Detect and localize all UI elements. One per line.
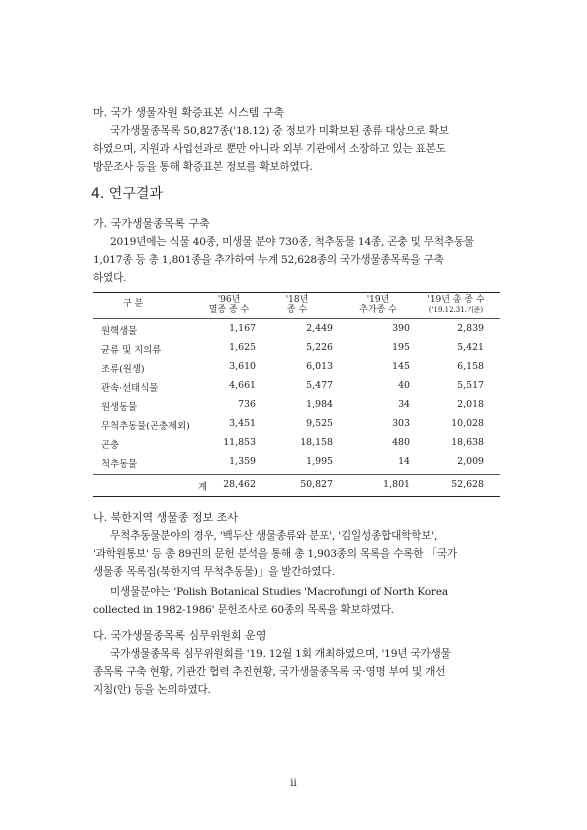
header-category: 구 분 (123, 299, 144, 309)
sub-b-line-1: 무척추동물분야의 경우, '백두산 생물종류와 분포', '김일성종합대학학보', (110, 530, 438, 542)
row-1996: 736 (238, 399, 256, 410)
sub-b-line-4: 미생물분야는 'Polish Botanical Studies 'Macrofungi of North Korea (110, 586, 448, 598)
sub-c-line-2: 종목록 구축 현황, 기관간 협력 추진현황, 국가생물종목록 국·영명 부여 및 개선 (93, 666, 446, 678)
row-2019-total: 2,839 (457, 323, 484, 334)
total-2018: 50,827 (300, 479, 333, 490)
row-2018: 2,449 (306, 323, 333, 334)
sub-c-line-3: 지침(안) 등을 논의하였다. (93, 684, 211, 696)
row-2019-added: 480 (392, 437, 410, 448)
header-1996-year: '96년 (217, 295, 241, 305)
table-row (93, 453, 500, 472)
table-row (93, 434, 500, 453)
table-total-rule (93, 474, 500, 475)
header-2018 (272, 295, 322, 315)
intro-heading: 마. 국가 생물자원 확증표본 시스템 구축 (93, 106, 284, 119)
sub-b-line-2: '과학원통보' 등 총 89권의 문헌 분석을 통해 총 1,903종의 목록을 수록한 「국가 (93, 548, 457, 560)
table-bottom-rule (93, 496, 500, 497)
table-row (93, 396, 500, 415)
row-2019-added: 34 (398, 399, 410, 410)
row-name: 조류(원생) (101, 364, 145, 375)
header-2018-year: '18년 (285, 295, 309, 305)
total-1996: 28,462 (223, 479, 256, 490)
header-1996-label: 멸종 종 수 (208, 305, 250, 315)
page-number: ii (290, 778, 297, 789)
row-name: 균류 및 지의류 (101, 345, 162, 356)
table-top-rule (93, 292, 500, 293)
header-2019-total (414, 295, 498, 315)
row-2019-total: 18,638 (451, 437, 484, 448)
sub-b-line-3: 생물종 목록집(북한지역 무척추동물)」을 발간하였다. (93, 566, 335, 578)
row-2018: 1,995 (306, 456, 333, 467)
sub-c-line-1: 국가생물종목록 심무위원회를 '19. 12월 1회 개최하였으며, '19년 국가생물 (110, 648, 451, 660)
row-2019-added: 145 (392, 361, 410, 372)
sub-a-line-2: 1,017종 등 총 1,801종을 추가하여 누계 52,628종의 국가생물종목록을 구축 (93, 254, 444, 266)
row-2018: 6,013 (306, 361, 333, 372)
row-name: 곤충 (101, 440, 120, 451)
header-2019-total-date: ('19.12.31.기준) (428, 306, 484, 314)
row-1996: 3,451 (229, 418, 256, 429)
row-1996: 4,661 (229, 380, 256, 391)
table-row (93, 320, 500, 339)
row-2019-total: 10,028 (451, 418, 484, 429)
row-2019-added: 195 (392, 342, 410, 353)
row-2018: 5,477 (306, 380, 333, 391)
table-header-rule (93, 318, 500, 319)
sub-b-line-5: collected in 1982-1986' 문헌조사로 60종의 목록을 확보하였다. (93, 604, 394, 616)
row-1996: 1,359 (229, 456, 256, 467)
row-1996: 3,610 (229, 361, 256, 372)
intro-line-2: 하였으며, 지원과 사업선과로 뿐만 아니라 외부 기관에서 소장하고 있는 표본도 (93, 143, 446, 155)
row-2019-total: 2,018 (457, 399, 484, 410)
row-2018: 1,984 (306, 399, 333, 410)
table-total-row (93, 476, 500, 495)
header-2019-total-label: '19년 총 종 수 (427, 295, 485, 305)
row-1996: 1,625 (229, 342, 256, 353)
intro-line-1: 국가생물종목록 50,827종('18.12) 중 정보가 미확보된 종류 대상으로 확보 (110, 125, 449, 137)
table-row (93, 415, 500, 434)
row-name: 관속·선태식물 (101, 383, 159, 394)
row-name: 척추동물 (101, 459, 138, 470)
table-row (93, 358, 500, 377)
section-title: 4. 연구결과 (91, 186, 163, 202)
sub-b-heading: 나. 북한지역 생물종 정보 조사 (93, 511, 238, 524)
row-2019-added: 40 (398, 380, 410, 391)
row-2019-total: 6,158 (457, 361, 484, 372)
row-name: 원핵생물 (101, 326, 138, 337)
total-label: 계 (198, 482, 208, 493)
sub-a-heading: 가. 국가생물종목록 구축 (93, 217, 210, 230)
row-2018: 18,158 (300, 437, 333, 448)
row-name: 무척추동물(곤충제외) (101, 421, 190, 432)
intro-line-3: 방문조사 등을 통해 확증표본 정보를 확보하였다. (93, 161, 313, 173)
row-2018: 5,226 (306, 342, 333, 353)
row-2019-added: 14 (398, 456, 410, 467)
header-1996 (194, 295, 264, 315)
row-1996: 11,853 (223, 437, 256, 448)
header-2019-added (348, 295, 408, 315)
row-2019-total: 2,009 (457, 456, 484, 467)
total-2019-added: 1,801 (383, 479, 410, 490)
sub-c-heading: 다. 국가생물종목록 심무위원회 운영 (93, 629, 267, 642)
header-2019-added-year: '19년 (366, 295, 390, 305)
table-row (93, 339, 500, 358)
table-row (93, 377, 500, 396)
row-name: 원생동물 (101, 402, 138, 413)
header-2018-label: 종 수 (286, 305, 308, 315)
sub-a-line-1: 2019년에는 식물 40종, 미생물 분야 730종, 척추동물 14종, 곤충 및 무척추동물 (110, 236, 474, 248)
row-2019-total: 5,421 (457, 342, 484, 353)
sub-a-line-3: 하였다. (93, 272, 127, 284)
row-2019-total: 5,517 (457, 380, 484, 391)
header-2019-added-label: 추가종 수 (359, 305, 397, 315)
row-2018: 9,525 (306, 418, 333, 429)
row-1996: 1,167 (229, 323, 256, 334)
total-2019-total: 52,628 (451, 479, 484, 490)
row-2019-added: 303 (392, 418, 410, 429)
row-2019-added: 390 (392, 323, 410, 334)
